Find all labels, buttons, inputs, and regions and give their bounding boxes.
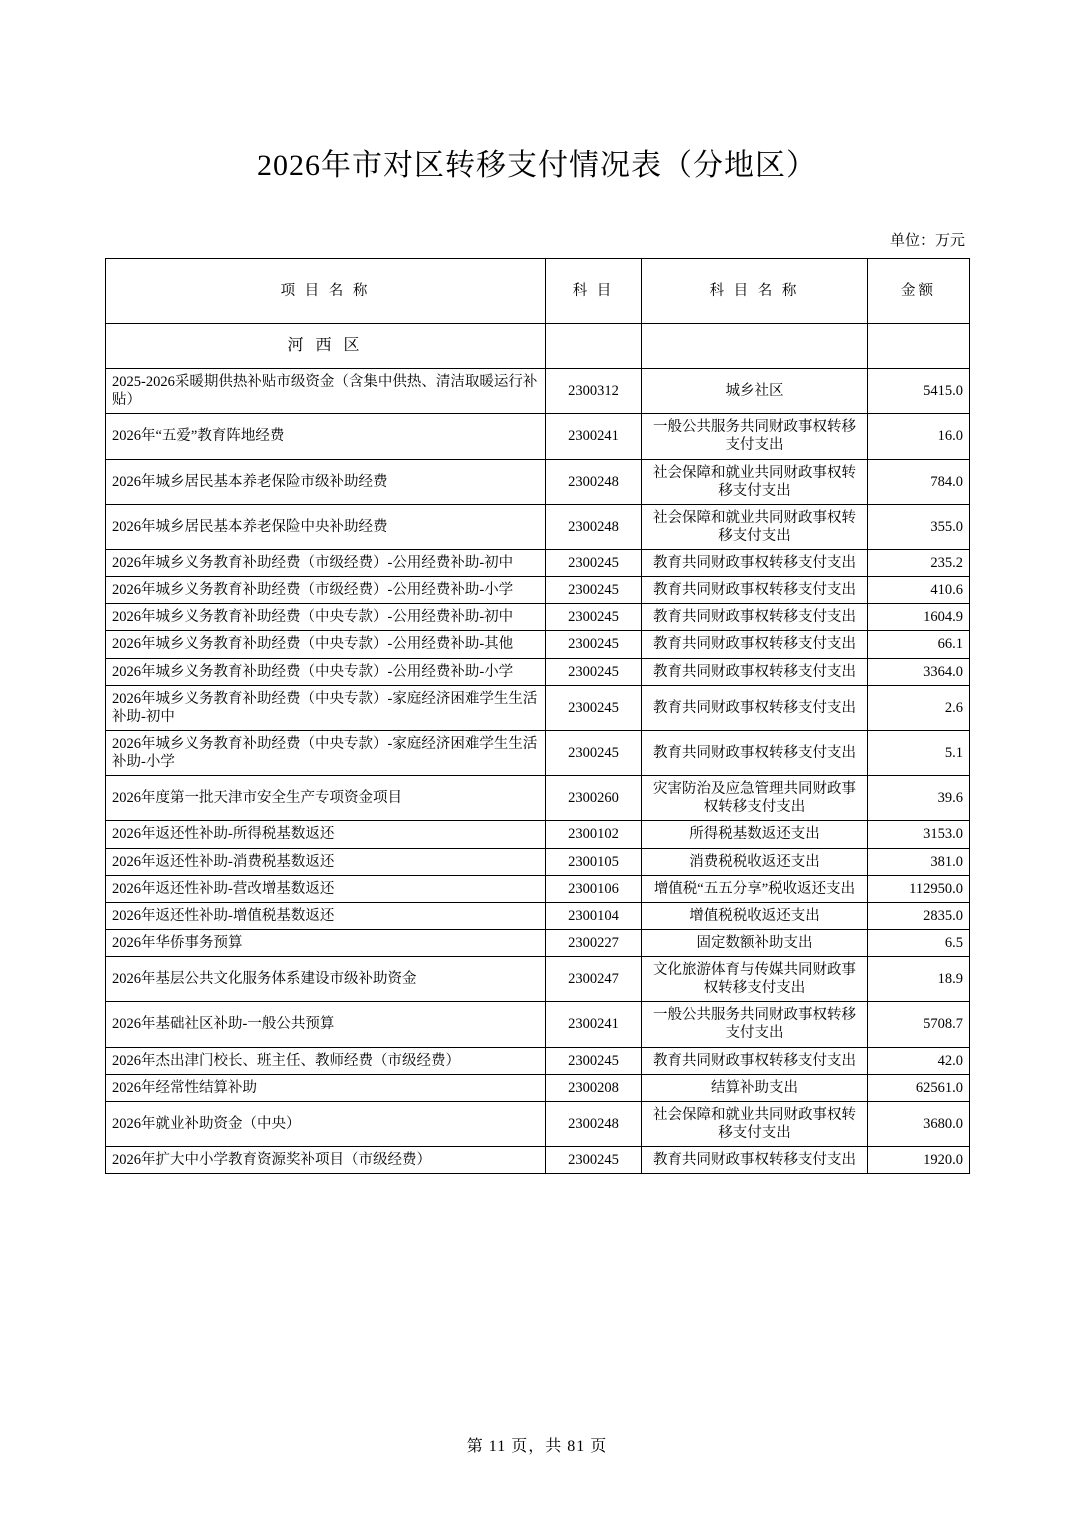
cell-project-name: 2026年返还性补助-消费税基数返还: [106, 848, 546, 875]
cell-amount: 1604.9: [868, 604, 970, 631]
cell-code: 2300241: [546, 414, 642, 459]
table-row: [106, 604, 970, 631]
cell-amount: 3153.0: [868, 821, 970, 848]
table-body: [106, 324, 970, 1174]
cell-project-name: 2026年“五爱”教育阵地经费: [106, 414, 546, 459]
district-code-blank: [546, 324, 642, 369]
cell-amount: 6.5: [868, 929, 970, 956]
cell-code: 2300104: [546, 902, 642, 929]
column-header-code: 科 目: [546, 259, 642, 324]
table-row: [106, 1101, 970, 1146]
column-header-amount: 金额: [868, 259, 970, 324]
cell-amount: 5415.0: [868, 369, 970, 414]
cell-amount: 2835.0: [868, 902, 970, 929]
table-row: [106, 459, 970, 504]
cell-code: 2300208: [546, 1074, 642, 1101]
cell-subject-name: 教育共同财政事权转移支付支出: [642, 1047, 868, 1074]
cell-code: 2300312: [546, 369, 642, 414]
cell-code: 2300248: [546, 1101, 642, 1146]
cell-subject-name: 教育共同财政事权转移支付支出: [642, 577, 868, 604]
page-title: 2026年市对区转移支付情况表（分地区）: [257, 149, 817, 182]
cell-subject-name: 一般公共服务共同财政事权转移支付支出: [642, 1002, 868, 1047]
cell-subject-name: 增值税税收返还支出: [642, 902, 868, 929]
cell-code: 2300106: [546, 875, 642, 902]
cell-code: 2300245: [546, 1147, 642, 1174]
cell-amount: 18.9: [868, 957, 970, 1002]
cell-project-name: 2026年城乡义务教育补助经费（中央专款）-公用经费补助-其他: [106, 631, 546, 658]
cell-code: 2300245: [546, 550, 642, 577]
table-row: [106, 821, 970, 848]
table-row: [106, 1002, 970, 1047]
district-row: [106, 324, 970, 369]
cell-code: 2300102: [546, 821, 642, 848]
table-row: [106, 776, 970, 821]
cell-code: 2300247: [546, 957, 642, 1002]
cell-code: 2300248: [546, 459, 642, 504]
cell-project-name: 2026年城乡义务教育补助经费（市级经费）-公用经费补助-小学: [106, 577, 546, 604]
cell-subject-name: 固定数额补助支出: [642, 929, 868, 956]
cell-amount: 112950.0: [868, 875, 970, 902]
table-row: [106, 848, 970, 875]
cell-amount: 1920.0: [868, 1147, 970, 1174]
cell-subject-name: 社会保障和就业共同财政事权转移支付支出: [642, 1101, 868, 1146]
table-row: [106, 414, 970, 459]
cell-project-name: 2026年基层公共文化服务体系建设市级补助资金: [106, 957, 546, 1002]
cell-subject-name: 教育共同财政事权转移支付支出: [642, 1147, 868, 1174]
table-row: [106, 685, 970, 730]
cell-subject-name: 教育共同财政事权转移支付支出: [642, 658, 868, 685]
table-row: [106, 902, 970, 929]
table-row: [106, 1147, 970, 1174]
table-header-row: [106, 259, 970, 324]
cell-amount: 5708.7: [868, 1002, 970, 1047]
cell-code: 2300245: [546, 577, 642, 604]
cell-amount: 355.0: [868, 504, 970, 549]
cell-subject-name: 教育共同财政事权转移支付支出: [642, 685, 868, 730]
cell-subject-name: 灾害防治及应急管理共同财政事权转移支付支出: [642, 776, 868, 821]
cell-code: 2300227: [546, 929, 642, 956]
table-row: [106, 957, 970, 1002]
cell-project-name: 2026年度第一批天津市安全生产专项资金项目: [106, 776, 546, 821]
district-name: 河 西 区: [106, 324, 546, 369]
cell-subject-name: 一般公共服务共同财政事权转移支付支出: [642, 414, 868, 459]
cell-amount: 16.0: [868, 414, 970, 459]
cell-project-name: 2026年经常性结算补助: [106, 1074, 546, 1101]
cell-code: 2300260: [546, 776, 642, 821]
table-header: [106, 259, 970, 324]
cell-project-name: 2026年城乡居民基本养老保险市级补助经费: [106, 459, 546, 504]
cell-subject-name: 教育共同财政事权转移支付支出: [642, 730, 868, 775]
cell-project-name: 2026年城乡义务教育补助经费（中央专款）-家庭经济困难学生生活补助-初中: [106, 685, 546, 730]
cell-project-name: 2025-2026采暖期供热补贴市级资金（含集中供热、清洁取暖运行补贴）: [106, 369, 546, 414]
cell-project-name: 2026年杰出津门校长、班主任、教师经费（市级经费）: [106, 1047, 546, 1074]
cell-code: 2300245: [546, 631, 642, 658]
table-row: [106, 504, 970, 549]
cell-project-name: 2026年城乡义务教育补助经费（中央专款）-公用经费补助-初中: [106, 604, 546, 631]
page-footer: 第 11 页，共 81 页: [466, 1438, 608, 1455]
cell-code: 2300245: [546, 1047, 642, 1074]
table-row: [106, 875, 970, 902]
district-subject-blank: [642, 324, 868, 369]
cell-code: 2300245: [546, 604, 642, 631]
cell-subject-name: 教育共同财政事权转移支付支出: [642, 631, 868, 658]
table-row: [106, 929, 970, 956]
cell-amount: 410.6: [868, 577, 970, 604]
cell-subject-name: 教育共同财政事权转移支付支出: [642, 550, 868, 577]
cell-amount: 381.0: [868, 848, 970, 875]
table-row: [106, 369, 970, 414]
cell-project-name: 2026年返还性补助-营改增基数返还: [106, 875, 546, 902]
cell-amount: 3680.0: [868, 1101, 970, 1146]
cell-subject-name: 文化旅游体育与传媒共同财政事权转移支付支出: [642, 957, 868, 1002]
cell-subject-name: 增值税“五五分享”税收返还支出: [642, 875, 868, 902]
cell-amount: 39.6: [868, 776, 970, 821]
cell-code: 2300245: [546, 730, 642, 775]
cell-subject-name: 教育共同财政事权转移支付支出: [642, 604, 868, 631]
cell-amount: 2.6: [868, 685, 970, 730]
cell-subject-name: 社会保障和就业共同财政事权转移支付支出: [642, 504, 868, 549]
cell-amount: 784.0: [868, 459, 970, 504]
cell-project-name: 2026年华侨事务预算: [106, 929, 546, 956]
cell-code: 2300105: [546, 848, 642, 875]
cell-code: 2300245: [546, 685, 642, 730]
cell-amount: 42.0: [868, 1047, 970, 1074]
cell-subject-name: 社会保障和就业共同财政事权转移支付支出: [642, 459, 868, 504]
table-row: [106, 1074, 970, 1101]
cell-subject-name: 结算补助支出: [642, 1074, 868, 1101]
transfer-payment-table: [105, 258, 970, 1174]
cell-amount: 235.2: [868, 550, 970, 577]
cell-project-name: 2026年城乡义务教育补助经费（市级经费）-公用经费补助-初中: [106, 550, 546, 577]
cell-amount: 62561.0: [868, 1074, 970, 1101]
cell-project-name: 2026年扩大中小学教育资源奖补项目（市级经费）: [106, 1147, 546, 1174]
unit-note: 单位：万元: [889, 233, 965, 249]
table-row: [106, 577, 970, 604]
cell-code: 2300248: [546, 504, 642, 549]
district-amount-blank: [868, 324, 970, 369]
cell-amount: 66.1: [868, 631, 970, 658]
cell-project-name: 2026年城乡义务教育补助经费（中央专款）-家庭经济困难学生生活补助-小学: [106, 730, 546, 775]
cell-subject-name: 消费税税收返还支出: [642, 848, 868, 875]
cell-project-name: 2026年基础社区补助-一般公共预算: [106, 1002, 546, 1047]
cell-subject-name: 所得税基数返还支出: [642, 821, 868, 848]
table-row: [106, 730, 970, 775]
table-row: [106, 658, 970, 685]
cell-subject-name: 城乡社区: [642, 369, 868, 414]
cell-project-name: 2026年就业补助资金（中央）: [106, 1101, 546, 1146]
cell-code: 2300241: [546, 1002, 642, 1047]
cell-project-name: 2026年返还性补助-增值税基数返还: [106, 902, 546, 929]
cell-project-name: 2026年城乡居民基本养老保险中央补助经费: [106, 504, 546, 549]
cell-amount: 5.1: [868, 730, 970, 775]
cell-project-name: 2026年返还性补助-所得税基数返还: [106, 821, 546, 848]
cell-project-name: 2026年城乡义务教育补助经费（中央专款）-公用经费补助-小学: [106, 658, 546, 685]
cell-code: 2300245: [546, 658, 642, 685]
table-row: [106, 1047, 970, 1074]
column-header-subject-name: 科 目 名 称: [642, 259, 868, 324]
table-row: [106, 631, 970, 658]
table-row: [106, 550, 970, 577]
cell-amount: 3364.0: [868, 658, 970, 685]
column-header-project-name: 项 目 名 称: [106, 259, 546, 324]
